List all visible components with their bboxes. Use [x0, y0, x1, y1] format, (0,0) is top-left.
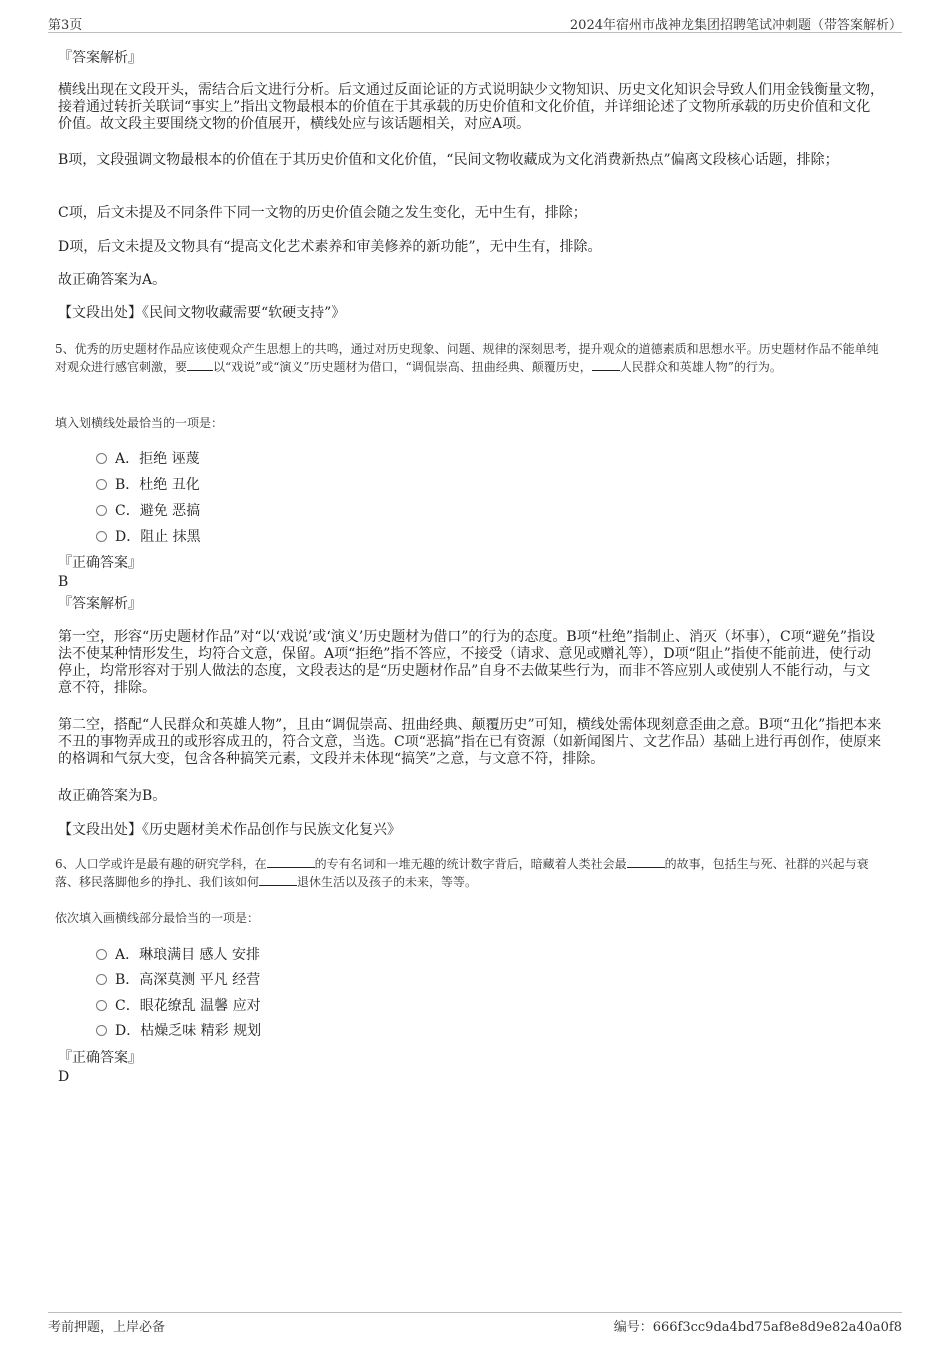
- radio-icon[interactable]: [96, 974, 107, 985]
- radio-icon[interactable]: [96, 479, 107, 490]
- q6-answer-label: 『正确答案』: [58, 1050, 142, 1066]
- q5-answer: B: [58, 574, 69, 590]
- page-header: [48, 12, 902, 33]
- q6-option-d[interactable]: D．枯燥乏味 精彩 规划: [96, 1022, 261, 1040]
- q5-option-c[interactable]: C．避免 恶搞: [96, 502, 200, 520]
- q5-source: 【文段出处】《历史题材美术作品创作与民族文化复兴》: [58, 822, 401, 838]
- q4-analysis-p4: D项，后文未提及文物具有“提高文化艺术素养和审美修养的新功能”，无中生有，排除。: [58, 239, 602, 255]
- page-number: 第3页: [48, 18, 83, 33]
- blank-1: [187, 359, 213, 371]
- q6-stem: 6、人口学或许是最有趣的研究学科，在 的专有名词和一堆无趣的统计数字背后，暗藏着人类社会最 的故事，包括生与死、社群的兴起与衰落、移民落脚他乡的挣扎、我们该如何 退休生活以及孩子的未来，等等。: [55, 857, 869, 889]
- q5-option-d[interactable]: D．阻止 抹黑: [96, 528, 201, 546]
- q6-option-a[interactable]: A．琳琅满目 感人 安排: [96, 946, 260, 964]
- document-title: 2024年宿州市战神龙集团招聘笔试冲刺题（带答案解析）: [569, 18, 902, 33]
- q5-option-a[interactable]: A．拒绝 诬蔑: [96, 450, 200, 468]
- q4-analysis-label: 『答案解析』: [58, 50, 142, 66]
- radio-icon[interactable]: [96, 1025, 107, 1036]
- q5-prompt: 填入划横线处最恰当的一项是：: [55, 416, 224, 430]
- footer-slogan: 考前押题，上岸必备: [48, 1320, 166, 1335]
- q5-stem: 5、优秀的历史题材作品应该使观众产生思想上的共鸣，通过对历史现象、问题、规律的深刻思考，提升观众的道德素质和思想水平。历史题材作品不能单纯对观众进行感官刺激，要 以“戏说”或“演义”历史题材为借口，“调侃崇高、扭曲经典、颠覆历史， 人民群众和英雄人物”的行为。: [55, 342, 879, 374]
- q4-source: 【文段出处】《民间文物收藏需要“软硬支持”》: [58, 305, 346, 321]
- q5-answer-label: 『正确答案』: [58, 555, 142, 571]
- document-code: 编号：666f3cc9da4bd75af8e8d9e82a40a0f8: [613, 1320, 902, 1335]
- radio-icon[interactable]: [96, 453, 107, 464]
- radio-icon[interactable]: [96, 949, 107, 960]
- radio-icon[interactable]: [96, 505, 107, 516]
- blank-3: [259, 874, 297, 886]
- blank-1: [267, 856, 315, 868]
- q5-analysis-p1: 第一空，形容“历史题材作品”对“以‘戏说’或‘演义’历史题材为借口”的行为的态度。B项“杜绝”指制止、消灭（坏事），C项“避免”指设法不使某种情形发生，均符合文意，保留。A项“拒绝”指不答应，不接受（请求、意见或赠礼等），D项“阻止”指使不能前进，使行动停止，均常形容对于别人做法的态度，文段表达的是“历史题材作品”自身不去做某些行为，而非不答应别人或使别人不能行动，与文意不符，排除。: [58, 629, 876, 696]
- q6-answer: D: [58, 1069, 70, 1085]
- q4-analysis-p3: C项，后文未提及不同条件下同一文物的历史价值会随之发生变化，无中生有，排除；: [58, 205, 587, 221]
- q6-option-c[interactable]: C．眼花缭乱 温馨 应对: [96, 997, 261, 1015]
- q4-analysis-p1: 横线出现在文段开头，需结合后文进行分析。后文通过反面论证的方式说明缺少文物知识、历史文化知识会导致人们用金钱衡量文物，接着通过转折关联词“事实上”指出文物最根本的价值在于其承载的历史价值和文化价值，并详细论述了文物所承载的历史价值和文化价值。故文段主要围绕文物的价值展开，横线处应与该话题相关，对应A项。: [58, 82, 884, 132]
- blank-2: [627, 856, 665, 868]
- q5-answer-line: 故正确答案为B。: [58, 788, 167, 804]
- q4-analysis-p2: B项，文段强调文物最根本的价值在于其历史价值和文化价值，“民间文物收藏成为文化消费新热点”偏离文段核心话题，排除；: [58, 152, 839, 168]
- q6-prompt: 依次填入画横线部分最恰当的一项是：: [55, 911, 260, 925]
- radio-icon[interactable]: [96, 1000, 107, 1011]
- q6-option-b[interactable]: B．高深莫测 平凡 经营: [96, 971, 260, 989]
- q5-option-b[interactable]: B．杜绝 丑化: [96, 476, 200, 494]
- blank-2: [592, 359, 620, 371]
- q5-analysis-label: 『答案解析』: [58, 596, 142, 612]
- page-footer: [48, 1312, 902, 1335]
- q5-analysis-p2: 第二空，搭配“人民群众和英雄人物”，且由“调侃崇高、扭曲经典、颠覆历史”可知，横线处需体现刻意歪曲之意。B项“丑化”指把本来不丑的事物弄成丑的或形容成丑的，符合文意，当选。C项“恶搞”指在已有资源（如新闻图片、文艺作品）基础上进行再创作，使原来的格调和气氛大变，包含各种搞笑元素，文段并未体现“搞笑”之意，与文意不符，排除。: [58, 717, 882, 767]
- radio-icon[interactable]: [96, 531, 107, 542]
- q4-answer-line: 故正确答案为A。: [58, 272, 167, 288]
